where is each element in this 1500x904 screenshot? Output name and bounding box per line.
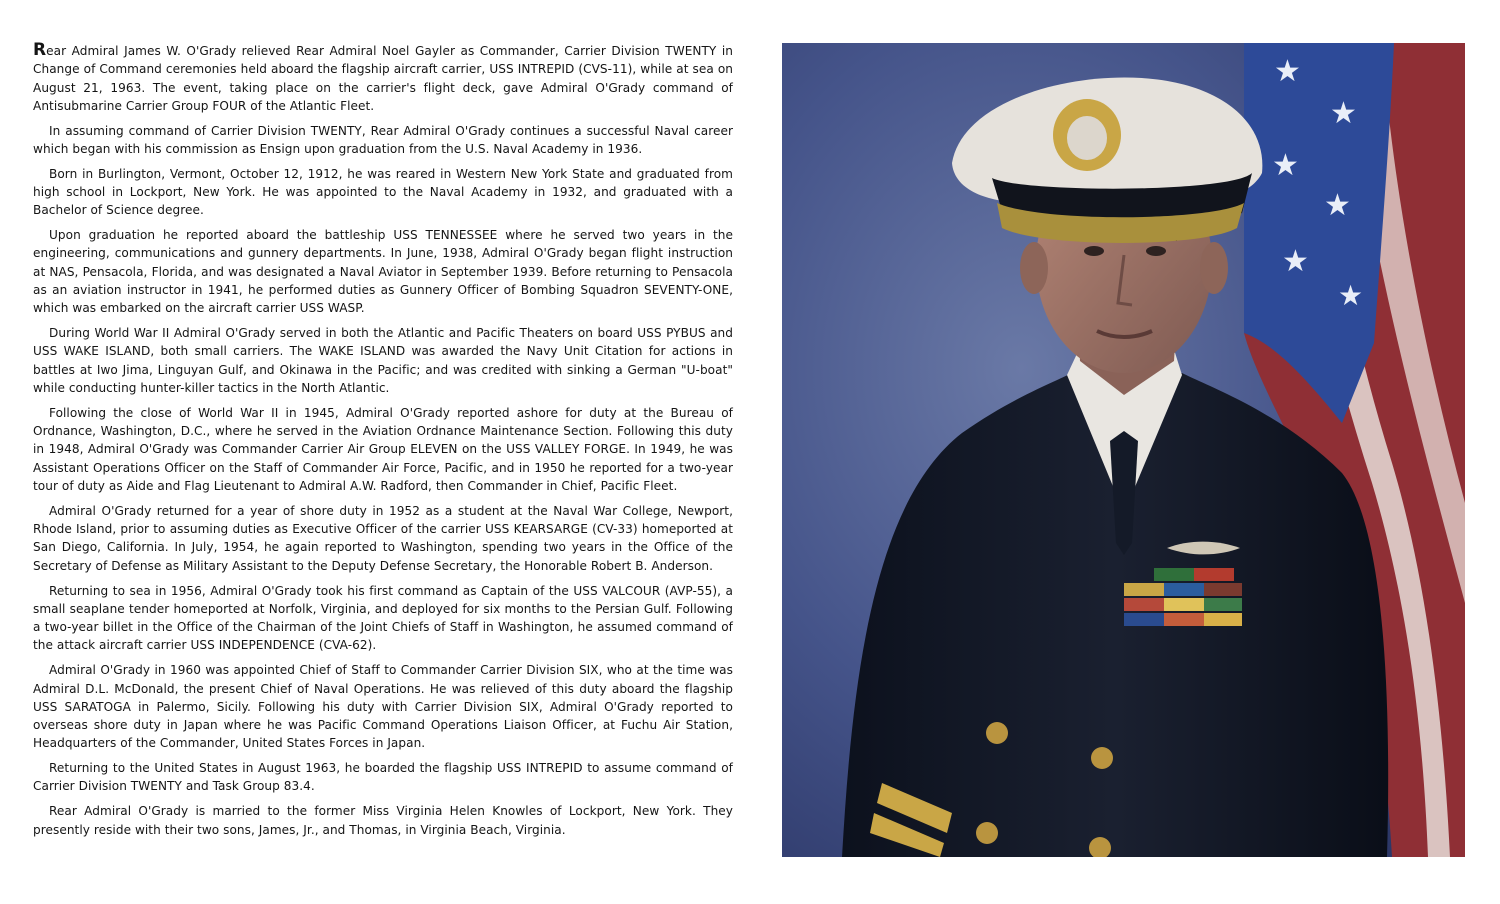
paragraph-3: Born in Burlington, Vermont, October 12, 1912, he was reared in Western New York State and graduated from high school in Lockport, New York. He was appointed to the Naval Academy in 1932, and graduated with a Bachelor of Science degree. <box>33 166 733 218</box>
paragraph-7: Admiral O'Grady returned for a year of shore duty in 1952 as a student at the Naval War College, Newport, Rhode Island, prior to assuming duties as Executive Officer of the carrier USS KEARSARGE (CV-33) homeported at San Diego, California. In July, 1954, he again reported to Washington, spending two years in the Office of the Secretary of Defense as Military Assistant to the Deputy Defense Secretary, the Honorable Robert B. Anderson. <box>33 503 733 573</box>
biography-text <box>33 42 733 845</box>
portrait-illustration <box>782 43 1465 857</box>
drop-cap: R <box>33 40 47 60</box>
svg-text:★: ★ <box>1272 148 1299 183</box>
paragraph-5: During World War II Admiral O'Grady served in both the Atlantic and Pacific Theaters on board USS PYBUS and USS WAKE ISLAND, both small carriers. The WAKE ISLAND was awarded the Navy Unit Citation for actions in battles at Iwo Jima, Linguyan Gulf, and Okinawa in the Pacific; and was credited with sinking a German "U-boat" while conducting hunter-killer tactics in the North Atlantic. <box>33 326 733 396</box>
svg-text:★: ★ <box>1282 244 1309 279</box>
officer-portrait-photo <box>782 43 1465 857</box>
right-ear <box>1200 242 1228 294</box>
paragraph-1 <box>33 42 733 115</box>
paragraph-6: Following the close of World War II in 1945, Admiral O'Grady reported ashore for duty at the Bureau of Ordnance, Washington, D.C., where he served in the Aviation Ordnance Maintenance Section. Following this duty in 1948, Admiral O'Grady was Commander Carrier Air Group ELEVEN on the USS VALLEY FORGE. In 1949, he was Assistant Operations Officer on the Staff of Commander Air Force, Pacific, and in 1950 he reported for a two-year tour of duty as Aide and Flag Lieutenant to Admiral A.W. Radford, then Commander in Chief, Pacific Fleet. <box>33 405 733 494</box>
svg-text:★: ★ <box>1324 188 1351 223</box>
paragraph-2: In assuming command of Carrier Division TWENTY, Rear Admiral O'Grady continues a successful Naval career which began with his commission as Ensign upon graduation from the U.S. Naval Academy in 1936. <box>33 123 733 156</box>
svg-text:★: ★ <box>1330 96 1357 131</box>
paragraph-4: Upon graduation he reported aboard the battleship USS TENNESSEE where he served two years in the engineering, communications and gunnery departments. In June, 1938, Admiral O'Grady began flight instruction at NAS, Pensacola, Florida, and was designated a Naval Aviator in September 1939. Before returning to Pensacola as an aviation instructor in 1941, he performed duties as Gunnery Officer of Bombing Squadron SEVENTY-ONE, which was embarked on the aircraft carrier USS WASP. <box>33 228 733 316</box>
svg-text:★: ★ <box>1274 54 1301 89</box>
paragraph-9: Admiral O'Grady in 1960 was appointed Chief of Staff to Commander Carrier Division SIX, who at the time was Admiral D.L. McDonald, the present Chief of Naval Operations. He was relieved of this duty aboard the flagship USS SARATOGA in Palermo, Sicily. Following his duty with Carrier Division SIX, Admiral O'Grady reported to overseas shore duty in Japan where he was Pacific Command Operations Liaison Officer, at Fuchu Air Station, Headquarters of the Commander, United States Forces in Japan. <box>33 663 733 751</box>
paragraph-10: Returning to the United States in August 1963, he boarded the flagship USS INTREPID to assume command of Carrier Division TWENTY and Task Group 83.4. <box>33 761 733 794</box>
svg-text:★: ★ <box>1338 279 1364 312</box>
paragraph-1-text: ear Admiral James W. O'Grady relieved Rear Admiral Noel Gayler as Commander, Carrier Division TWENTY in Change of Command ceremonies held aboard the flagship aircraft carrier, USS INTREPID (CVS-11), while at sea on August 21, 1963. The event, taking place on the carrier's flight deck, gave Admiral O'Grady command of Antisubmarine Carrier Group FOUR of the Atlantic Fleet. <box>33 44 733 113</box>
paragraph-8: Returning to sea in 1956, Admiral O'Grady took his first command as Captain of the USS VALCOUR (AVP-55), a small seaplane tender homeported at Norfolk, Virginia, and deployed for six months to the Persian Gulf. Following a two-year billet in the Office of the Chairman of the Joint Chiefs of Staff in Washington, he assumed command of the attack aircraft carrier USS INDEPENDENCE (CVA-62). <box>33 583 733 653</box>
paragraph-11: Rear Admiral O'Grady is married to the former Miss Virginia Helen Knowles of Lockport, New York. They presently reside with their two sons, James, Jr., and Thomas, in Virginia Beach, Virginia. <box>33 804 733 837</box>
left-ear <box>1020 242 1048 294</box>
